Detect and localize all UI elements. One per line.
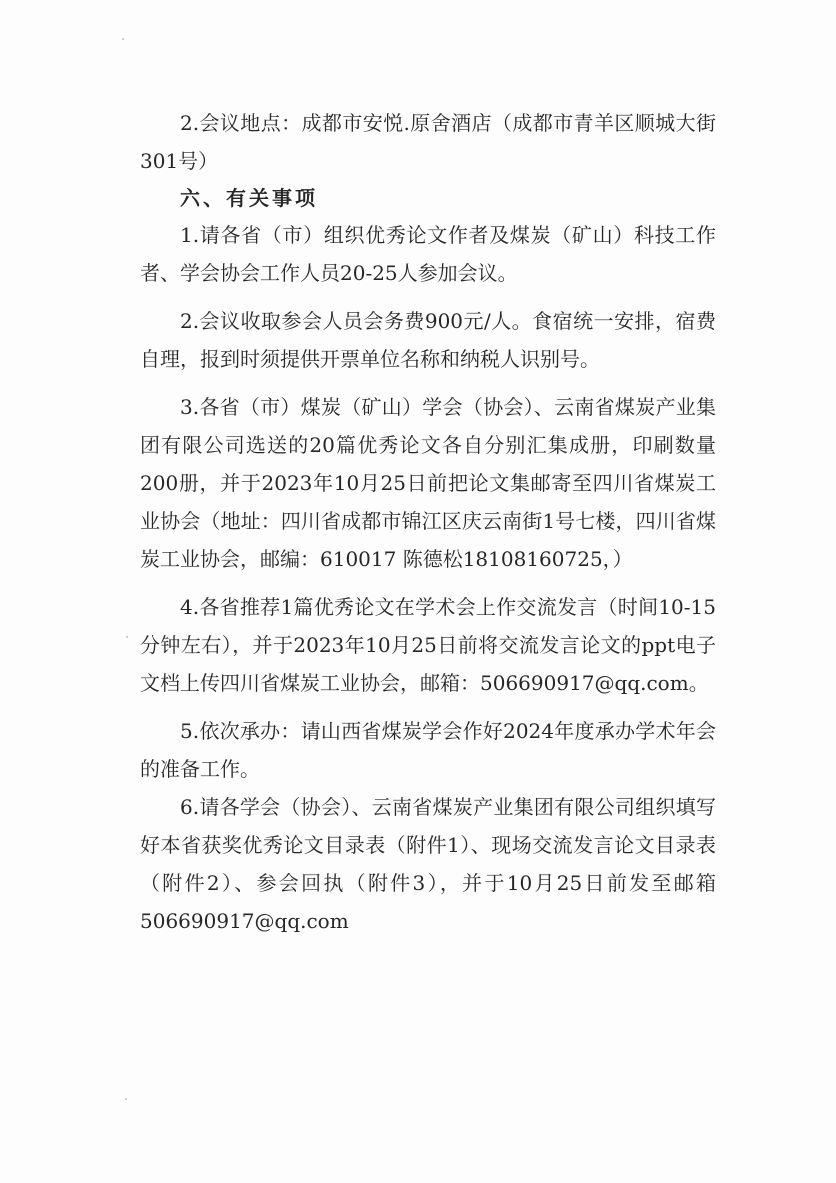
scan-speck [125,1098,127,1100]
scan-speck [126,636,128,638]
item-4-paragraph: 4.各省推荐1篇优秀论文在学术会上作交流发言（时间10-15分钟左右），并于2023年10月25日前将交流发言论文的ppt电子文档上传四川省煤炭工业协会，邮箱：506690917@qq.com。 [140,595,716,695]
venue-paragraph: 2.会议地点：成都市安悦.原舍酒店（成都市青羊区顺城大街301号） [140,111,716,173]
scan-speck [122,38,124,40]
item-6-paragraph: 6.请各学会（协会）、云南省煤炭产业集团有限公司组织填写好本省获奖优秀论文目录表（附件1）、现场交流发言论文目录表（附件2）、参会回执（附件3），并于10月25日前发至邮箱506690917@qq.com [140,795,716,933]
item-3-paragraph: 3.各省（市）煤炭（矿山）学会（协会）、云南省煤炭产业集团有限公司选送的20篇优秀论文各自分别汇集成册，印刷数量200册，并于2023年10月25日前把论文集邮寄至四川省煤炭工业协会（地址：四川省成都市锦江区庆云南街1号七楼，四川省煤炭工业协会，邮编：610017 陈德松18108160725，） [140,395,716,571]
item-2-paragraph: 2.会议收取参会人员会务费900元/人。食宿统一安排，宿费自理，报到时须提供开票单位名称和纳税人识别号。 [140,309,716,371]
item-5-paragraph: 5.依次承办：请山西省煤炭学会作好2024年度承办学术年会的准备工作。 [140,719,716,781]
document-body [140,104,716,940]
item-1-paragraph: 1.请各省（市）组织优秀论文作者及煤炭（矿山）科技工作者、学会协会工作人员20-25人参加会议。 [140,223,716,285]
section-heading-related-matters: 六、有关事项 [180,186,318,210]
